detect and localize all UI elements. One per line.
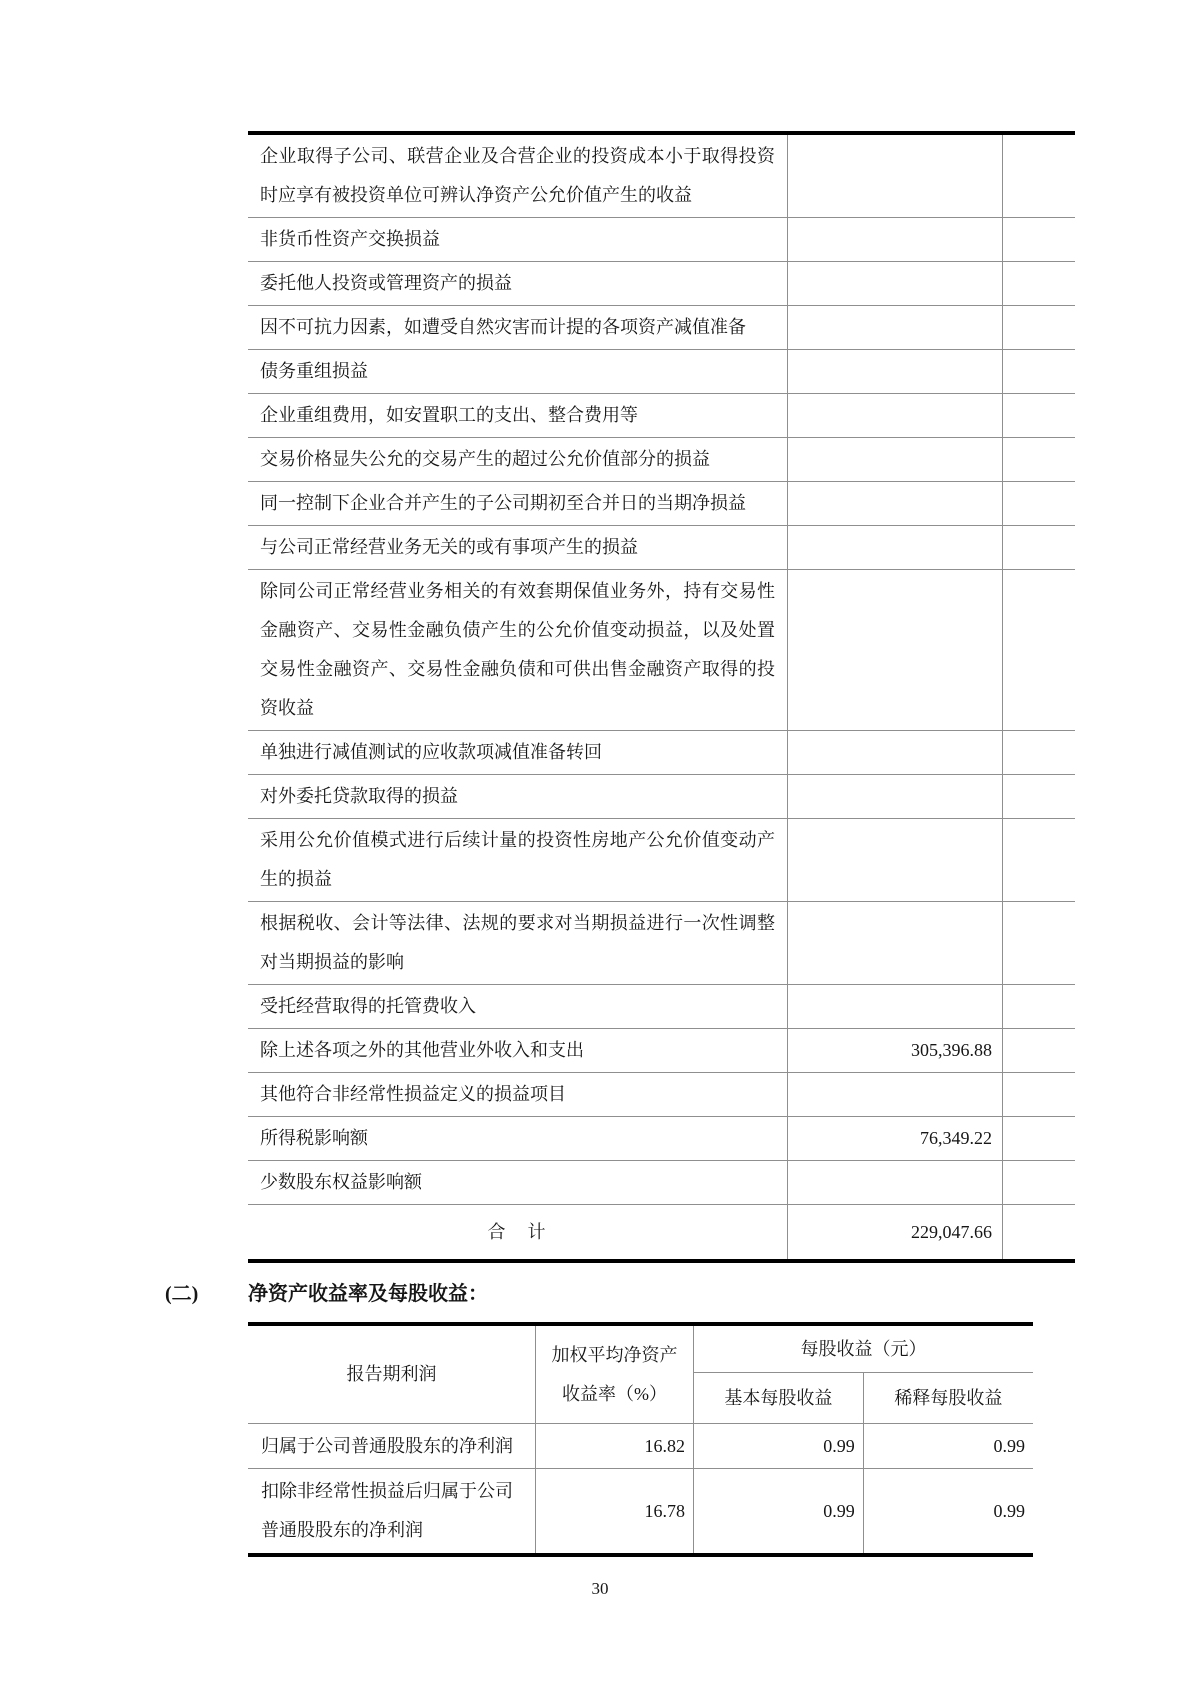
roe-value: 16.82: [536, 1424, 694, 1469]
row-label: 受托经营取得的托管费收入: [248, 985, 788, 1029]
row-label: 因不可抗力因素，如遭受自然灾害而计提的各项资产减值准备: [248, 306, 788, 350]
row-note: [1003, 526, 1076, 570]
header-basic-eps: 基本每股收益: [694, 1373, 864, 1424]
row-note: [1003, 438, 1076, 482]
row-label: 除同公司正常经营业务相关的有效套期保值业务外，持有交易性金融资产、交易性金融负债产生的公允价值变动损益，以及处置交易性金融资产、交易性金融负债和可供出售金融资产取得的投资收益: [248, 570, 788, 731]
document-page: [165, 0, 1033, 1557]
table-row: [248, 1073, 1075, 1117]
table-row: [248, 731, 1075, 775]
basic-eps-value: 0.99: [694, 1469, 864, 1556]
row-note: [1003, 902, 1076, 985]
row-label: 企业重组费用，如安置职工的支出、整合费用等: [248, 394, 788, 438]
row-note: [1003, 262, 1076, 306]
row-value: [788, 438, 1003, 482]
row-note: [1003, 819, 1076, 902]
row-value: [788, 262, 1003, 306]
row-label: 少数股东权益影响额: [248, 1161, 788, 1205]
table-row: [248, 902, 1075, 985]
header-row-1: [248, 1324, 1033, 1373]
table-row: [248, 262, 1075, 306]
row-value: [788, 394, 1003, 438]
row-value: [788, 1161, 1003, 1205]
table-row: [248, 1029, 1075, 1073]
row-note: [1003, 350, 1076, 394]
row-note: [1003, 775, 1076, 819]
header-diluted-eps: 稀释每股收益: [863, 1373, 1033, 1424]
table-row: [248, 1469, 1033, 1556]
total-value: 229,047.66: [788, 1205, 1003, 1262]
header-weighted-roe: [536, 1324, 694, 1424]
row-note: [1003, 306, 1076, 350]
row-note: [1003, 1205, 1076, 1262]
row-label: 归属于公司普通股股东的净利润: [248, 1424, 536, 1469]
row-note: [1003, 1161, 1076, 1205]
header-eps-group: 每股收益（元）: [694, 1324, 1034, 1373]
row-label: 扣除非经常性损益后归属于公司普通股股东的净利润: [261, 1481, 513, 1540]
table-row: [248, 1161, 1075, 1205]
table-row: [248, 526, 1075, 570]
section-index: (二): [165, 1283, 199, 1305]
row-note: [1003, 570, 1076, 731]
row-value: [788, 570, 1003, 731]
roe-eps-table: [248, 1322, 1033, 1557]
row-label: 交易价格显失公允的交易产生的超过公允价值部分的损益: [248, 438, 788, 482]
section-title: 净资产收益率及每股收益：: [248, 1283, 488, 1305]
row-label: 企业取得子公司、联营企业及合营企业的投资成本小于取得投资时应享有被投资单位可辨认净资产公允价值产生的收益: [248, 133, 788, 218]
table-row: [248, 350, 1075, 394]
row-value: [788, 819, 1003, 902]
table-row: [248, 133, 1075, 218]
table-row: [248, 1424, 1033, 1469]
row-value: [788, 1073, 1003, 1117]
row-value: 76,349.22: [788, 1117, 1003, 1161]
total-row: [248, 1205, 1075, 1262]
row-label: 非货币性资产交换损益: [248, 218, 788, 262]
row-value: [788, 526, 1003, 570]
row-note: [1003, 1029, 1076, 1073]
row-value: 305,396.88: [788, 1029, 1003, 1073]
table-row: [248, 819, 1075, 902]
row-note: [1003, 731, 1076, 775]
row-label: 采用公允价值模式进行后续计量的投资性房地产公允价值变动产生的损益: [248, 819, 788, 902]
table-row: [248, 775, 1075, 819]
row-value: [788, 731, 1003, 775]
row-note: [1003, 133, 1076, 218]
non-recurring-items-table: [248, 131, 1075, 1263]
table-row: [248, 985, 1075, 1029]
table-row: [248, 218, 1075, 262]
diluted-eps-value: 0.99: [863, 1424, 1033, 1469]
row-note: [1003, 394, 1076, 438]
basic-eps-value: 0.99: [694, 1424, 864, 1469]
row-note: [1003, 1073, 1076, 1117]
row-label: 对外委托贷款取得的损益: [248, 775, 788, 819]
header-report-period-profit: 报告期利润: [248, 1324, 536, 1424]
section-heading: [165, 1279, 1033, 1309]
row-label: 根据税收、会计等法律、法规的要求对当期损益进行一次性调整对当期损益的影响: [248, 902, 788, 985]
row-label: 委托他人投资或管理资产的损益: [248, 262, 788, 306]
row-value: [788, 775, 1003, 819]
row-value: [788, 218, 1003, 262]
roe-value: 16.78: [536, 1469, 694, 1556]
row-label: 所得税影响额: [248, 1117, 788, 1161]
row-value: [788, 306, 1003, 350]
diluted-eps-value: 0.99: [863, 1469, 1033, 1556]
page-number: 30: [591, 1579, 609, 1598]
table-row: [248, 1117, 1075, 1161]
row-note: [1003, 218, 1076, 262]
row-value: [788, 482, 1003, 526]
row-note: [1003, 482, 1076, 526]
row-label: 同一控制下企业合并产生的子公司期初至合并日的当期净损益: [248, 482, 788, 526]
row-note: [1003, 985, 1076, 1029]
row-label: 与公司正常经营业务无关的或有事项产生的损益: [248, 526, 788, 570]
table-row: [248, 438, 1075, 482]
header-roe-line1: 加权平均净资产: [551, 1344, 678, 1365]
table-row: [248, 394, 1075, 438]
total-label: 合 计: [248, 1205, 788, 1262]
row-note: [1003, 1117, 1076, 1161]
row-value: [788, 350, 1003, 394]
table-row: [248, 482, 1075, 526]
row-label: 债务重组损益: [248, 350, 788, 394]
header-roe-line2: 收益率（%）: [562, 1383, 667, 1404]
row-label: 除上述各项之外的其他营业外收入和支出: [248, 1029, 788, 1073]
row-label: 其他符合非经常性损益定义的损益项目: [248, 1073, 788, 1117]
row-value: [788, 133, 1003, 218]
row-value: [788, 902, 1003, 985]
table-row: [248, 570, 1075, 731]
table-row: [248, 306, 1075, 350]
row-label: 单独进行减值测试的应收款项减值准备转回: [248, 731, 788, 775]
row-value: [788, 985, 1003, 1029]
